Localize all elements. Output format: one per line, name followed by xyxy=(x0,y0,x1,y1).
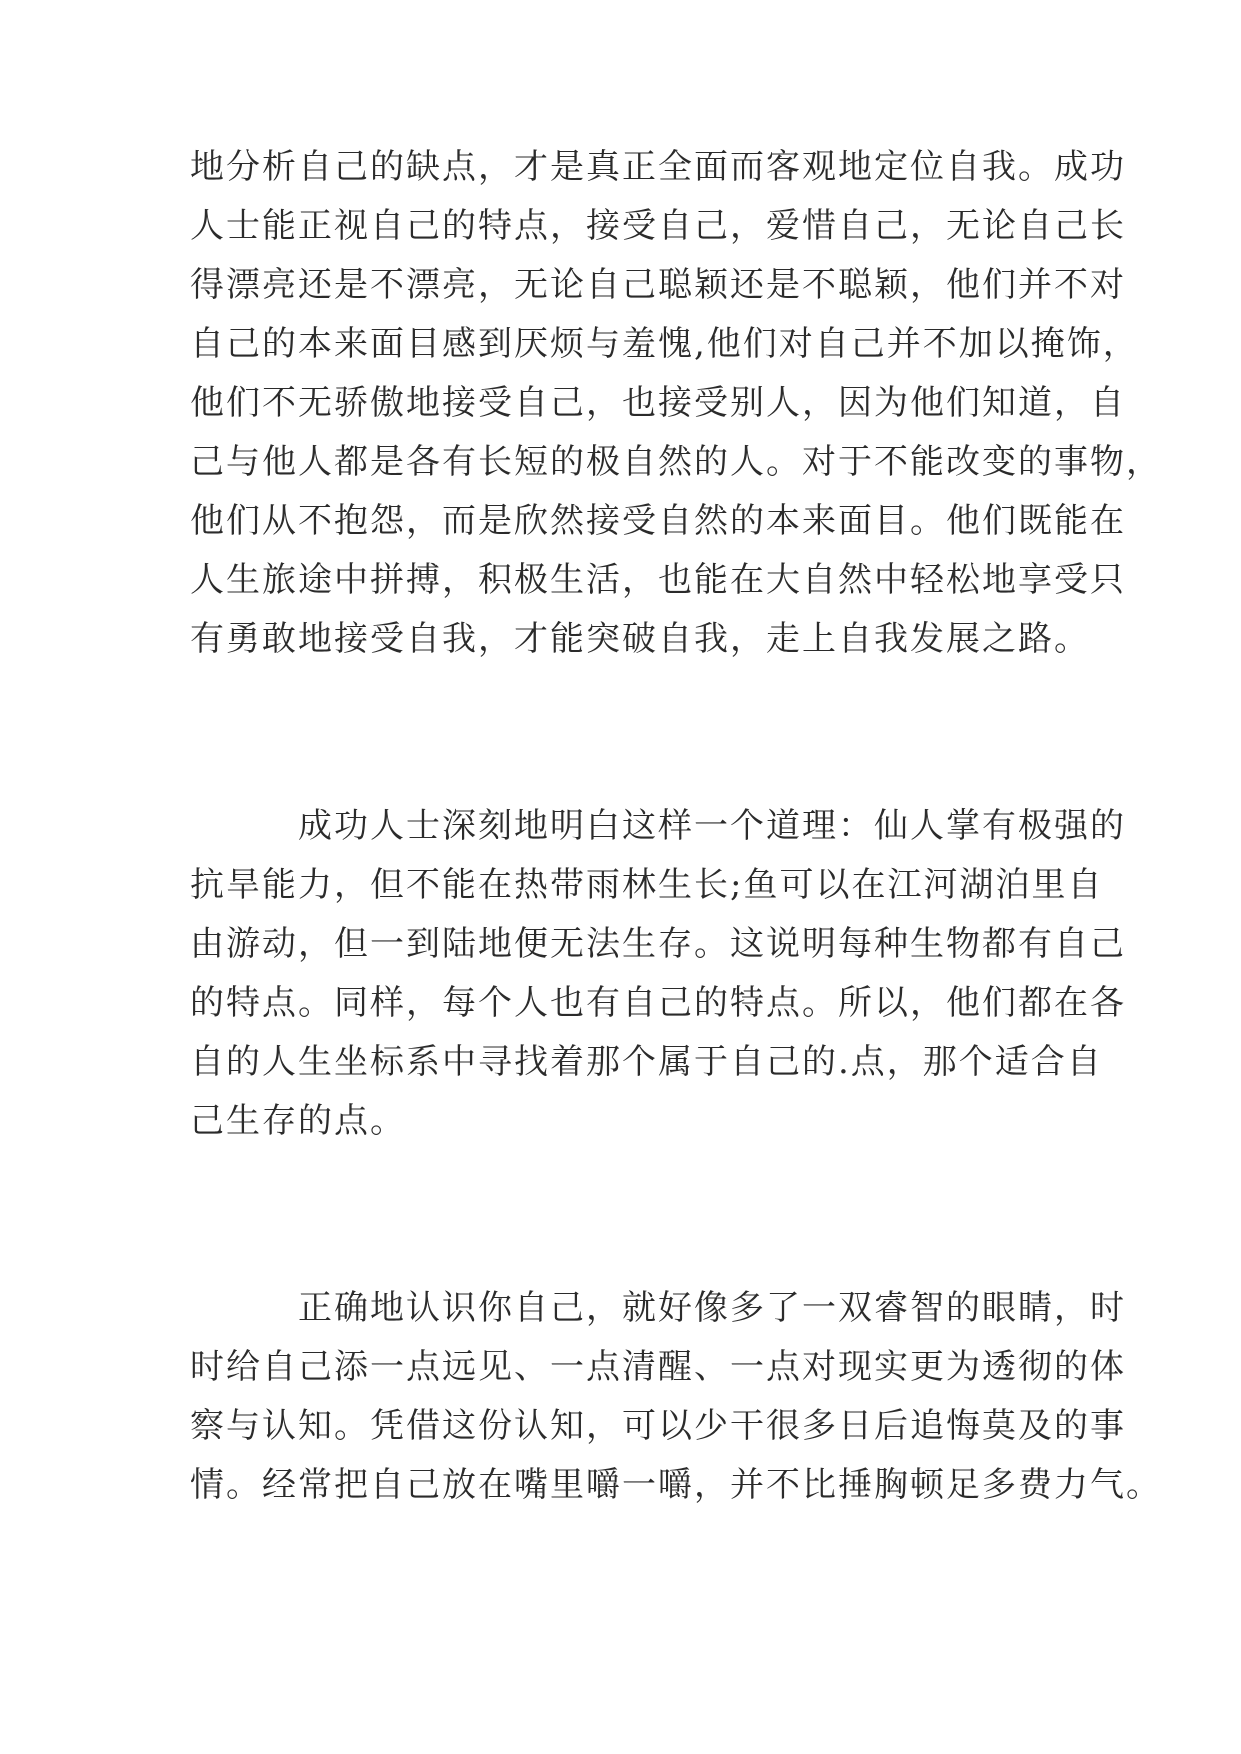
paragraph-2-line-5: 自的人生坐标系中寻找着那个属于自己的.点，那个适合自 xyxy=(190,1042,1103,1082)
paragraph-3-line-1: 正确地认识你自己，就好像多了一双睿智的眼睛，时 xyxy=(298,1288,1126,1328)
paragraph-3-line-2: 时给自己添一点远见、一点清醒、一点对现实更为透彻的体 xyxy=(190,1347,1126,1387)
paragraph-1-line-7: 他们从不抱怨，而是欣然接受自然的本来面目。他们既能在 xyxy=(190,501,1126,541)
paragraph-1-line-3: 得漂亮还是不漂亮，无论自己聪颖还是不聪颖，他们并不对 xyxy=(190,265,1126,305)
paragraph-2-line-1: 成功人士深刻地明白这样一个道理：仙人掌有极强的 xyxy=(298,806,1126,846)
paragraph-2-line-3: 由游动，但一到陆地便无法生存。这说明每种生物都有自己 xyxy=(190,924,1126,964)
paragraph-1-line-9: 有勇敢地接受自我，才能突破自我，走上自我发展之路。 xyxy=(190,619,1090,659)
paragraph-3-line-3: 察与认知。凭借这份认知，可以少干很多日后追悔莫及的事 xyxy=(190,1406,1126,1446)
paragraph-1-line-1: 地分析自己的缺点，才是真正全面而客观地定位自我。成功 xyxy=(190,147,1126,187)
paragraph-1-line-4: 自己的本来面目感到厌烦与羞愧,他们对自己并不加以掩饰， xyxy=(190,324,1139,364)
paragraph-2-line-6: 己生存的点。 xyxy=(190,1101,406,1141)
paragraph-2-line-4: 的特点。同样，每个人也有自己的特点。所以，他们都在各 xyxy=(190,983,1126,1023)
paragraph-1-line-5: 他们不无骄傲地接受自己，也接受别人，因为他们知道，自 xyxy=(190,383,1126,423)
paragraph-1-line-2: 人士能正视自己的特点，接受自己，爱惜自己，无论自己长 xyxy=(190,206,1126,246)
paragraph-1-line-6: 己与他人都是各有长短的极自然的人。对于不能改变的事物， xyxy=(190,442,1162,482)
paragraph-1-line-8: 人生旅途中拼搏，积极生活，也能在大自然中轻松地享受只 xyxy=(190,560,1126,600)
paragraph-2-line-2: 抗旱能力，但不能在热带雨林生长;鱼可以在江河湖泊里自 xyxy=(190,865,1104,905)
paragraph-3-line-4: 情。经常把自己放在嘴里嚼一嚼，并不比捶胸顿足多费力气。 xyxy=(190,1465,1162,1505)
